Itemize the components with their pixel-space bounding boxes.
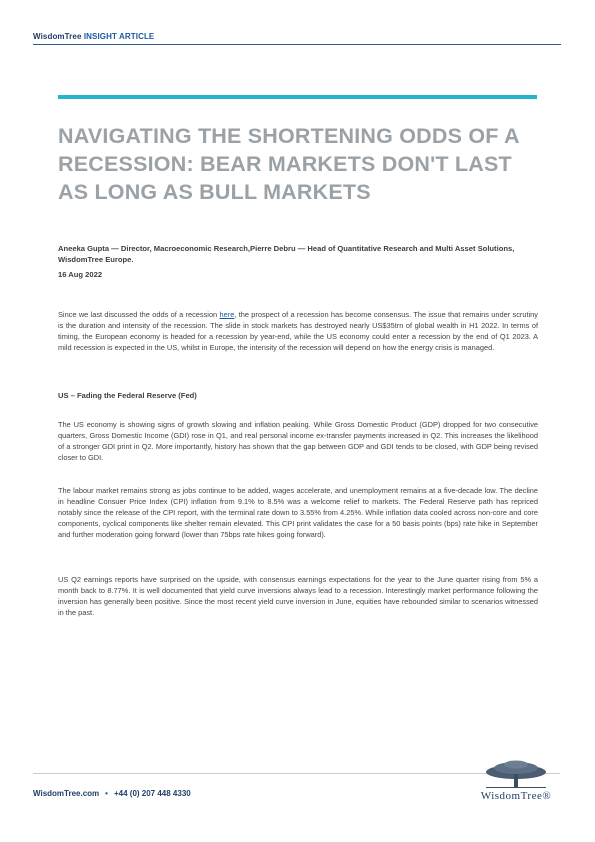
footer-separator: • [105,789,108,798]
intro-text-end: , the prospect of a recession has become consensus. The issue that remains under scrutiny is the duration and intensity of the recession. The slide in stock markets has destroyed nearly US$35trn of global wealth in H1 2022. In terms of timing, the European economy is headed for a recession by year-end, while the US economy could enter a recession by the end of Q1 2023. A mild recession is expected in the US, whilst in Europe, the intensity of the recession will depend on how the energy crisis is managed. [58,310,538,353]
intro-paragraph [58,309,538,353]
title-accent-bar [58,95,537,99]
document-header [33,32,154,41]
footer-contact [33,789,191,798]
recession-odds-link[interactable]: here [219,310,235,319]
tree-logo-icon [470,760,562,790]
header-brand: WisdomTree [33,32,82,41]
article-date: 16 Aug 2022 [58,270,103,279]
header-tag: INSIGHT ARTICLE [83,32,155,41]
header-divider [33,44,561,45]
section-heading: US – Fading the Federal Reserve (Fed) [58,391,197,400]
paragraph-growth: The US economy is showing signs of growth slowing and inflation peaking. While Gross Domestic Product (GDP) dropped for two consecutive quarters, Gross Domestic Income (GDI) rose in Q1, and real personal income ex-transfer payments increased in Q2. This increases the likelihood of a stronger GDI print in Q2. More importantly, history has shown that the gap between GDP and GDI tends to be closed, with GDP being revised closer to GDI. [58,420,538,463]
logo-wordmark: WisdomTree® [480,790,552,802]
intro-text-start: Since we last discussed the odds of a recession [58,310,220,319]
paragraph-labour: The labour market remains strong as jobs continue to be added, wages accelerate, and unemployment remains at a five-decade low. The decline in headline Consuer Price Index (CPI) inflation from 9.1% to 8.5% was a welcome relief to markets. The Federal Reserve path has repriced notably since the release of the CPI report, with the terminal rate down to 3.55% from 4.25%. While inflation data cooled across non-core and core components, cyclical components like shelter remain elevated. This CPI print validates the case for a 50 basis points (bps) rate hike in September and further moderation going forward (lower than 75bps rate hikes going forward). [58,486,538,540]
footer-website[interactable]: WisdomTree.com [33,789,100,798]
wisdomtree-logo [470,760,562,805]
footer-phone: +44 (0) 207 448 4330 [113,789,191,798]
article-title: NAVIGATING THE SHORTENING ODDS OF A RECESSION: BEAR MARKETS DON'T LAST AS LONG AS BULL MARKETS [58,124,519,204]
article-authors: Aneeka Gupta — Director, Macroeconomic Research,Pierre Debru — Head of Quantitative Research and Multi Asset Solutions, WisdomTree Europe. [58,244,515,264]
paragraph-earnings: US Q2 earnings reports have surprised on the upside, with consensus earnings expectations for the year to the June quarter rising from 5% a month back to 8.77%. It is well documented that yield curve inversions always lead to a recession. Interestingly market performance following the inversion has generally been positive. Since the most recent yield curve inversion in June, equities have rebounded similar to scenarios witnessed in the past. [58,575,538,618]
